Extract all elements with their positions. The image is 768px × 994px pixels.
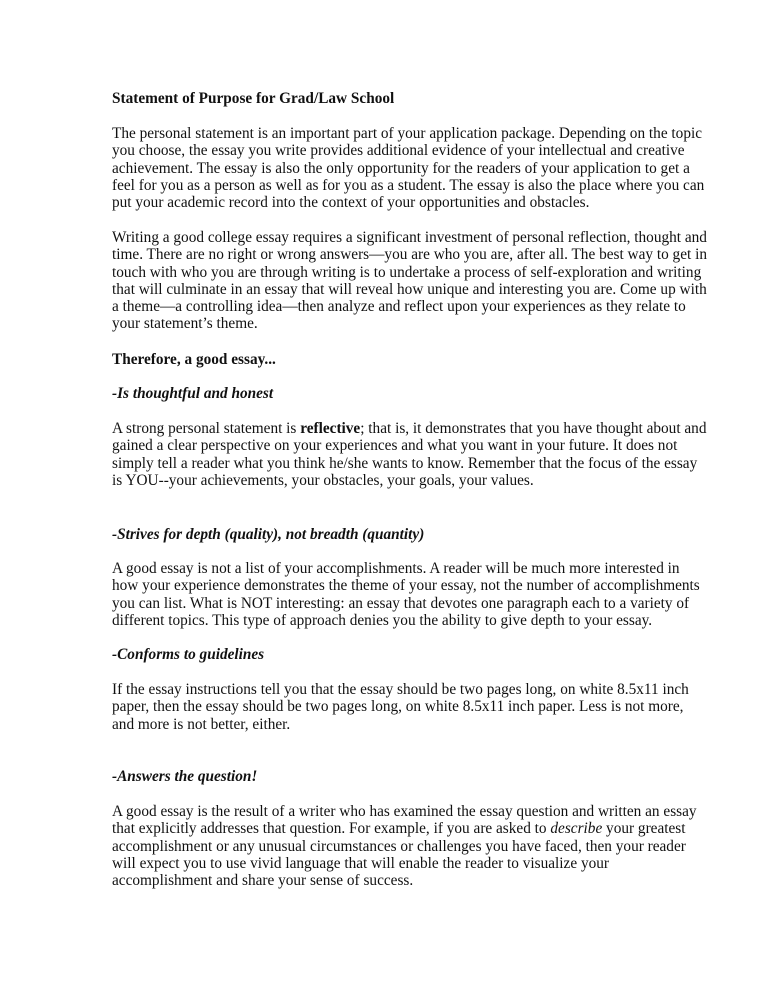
section-body-depth xyxy=(112,560,700,629)
intro-paragraph xyxy=(112,125,704,211)
text-line: gained a clear perspective on your experiences and what you want in your future. It does not xyxy=(112,437,678,455)
therefore-heading: Therefore, a good essay... xyxy=(112,351,276,368)
text-line: put your academic record into the context of your opportunities and obstacles. xyxy=(112,194,590,212)
section-heading-depth: -Strives for depth (quality), not breadth (quantity) xyxy=(112,526,425,543)
text-line: Writing a good college essay requires a significant investment of personal reflection, thought and xyxy=(112,229,707,246)
section-heading-answers: -Answers the question! xyxy=(112,768,258,785)
section-body-answers xyxy=(112,803,697,889)
text-segment: A strong personal statement is xyxy=(112,420,301,437)
text-line: The personal statement is an important part of your application package. Depending on the topic xyxy=(112,125,703,142)
text-line xyxy=(112,420,706,437)
section-heading-guidelines: -Conforms to guidelines xyxy=(112,646,265,663)
text-line: achievement. The essay is also the only opportunity for the readers of your application to get a xyxy=(112,159,690,177)
text-line: time. There are no right or wrong answers—you are who you are, after all. The best way to get in xyxy=(112,246,707,264)
text-line: accomplishment or any unusual circumstances or challenges you have faced, then your reader xyxy=(112,837,686,855)
text-line: simply tell a reader what you think he/she wants to know. Remember that the focus of the essay xyxy=(112,454,698,472)
bold-text: reflective xyxy=(300,420,361,437)
text-line xyxy=(112,820,697,837)
text-line: that will culminate in an essay that will reveal how unique and interesting you are. Come up with xyxy=(112,280,707,298)
document-title: Statement of Purpose for Grad/Law School xyxy=(112,90,395,107)
text-line: you choose, the essay you write provides additional evidence of your intellectual and creative xyxy=(112,142,685,160)
text-segment: that explicitly addresses that question. For example, if you are asked to xyxy=(112,820,551,838)
text-line: you can list. What is NOT interesting: an essay that devotes one paragraph each to a variety of xyxy=(112,594,690,612)
text-line: If the essay instructions tell you that the essay should be two pages long, on white 8.5x11 inch xyxy=(112,681,689,698)
text-line: your statement’s theme. xyxy=(112,315,258,333)
text-line: A good essay is not a list of your accomplishments. A reader will be much more interested in xyxy=(112,560,680,577)
text-line: and more is not better, either. xyxy=(112,715,291,733)
text-segment: your greatest xyxy=(602,820,686,838)
section-body-thoughtful xyxy=(112,420,706,489)
text-line: different topics. This type of approach denies you the ability to give depth to your essay. xyxy=(112,611,653,629)
text-line: how your experience demonstrates the theme of your essay, not the number of accomplishments xyxy=(112,577,700,595)
section-body-guidelines xyxy=(112,681,689,733)
text-segment: ; that is, it demonstrates that you have thought about and xyxy=(360,420,707,437)
text-line: is YOU--your achievements, your obstacles, your goals, your values. xyxy=(112,471,534,489)
text-line: will expect you to use vivid language that will enable the reader to visualize your xyxy=(112,854,609,872)
italic-text: describe xyxy=(550,820,603,838)
text-line: a theme—a controlling idea—then analyze and reflect upon your experiences as they relate to xyxy=(112,298,686,316)
text-line: feel for you as a person as well as for you as a student. The essay is also the place where you can xyxy=(112,176,705,194)
text-line: paper, then the essay should be two pages long, on white 8.5x11 inch paper. Less is not more, xyxy=(112,698,684,716)
text-line: A good essay is the result of a writer who has examined the essay question and written an essay xyxy=(112,803,697,820)
text-line: touch with who you are through writing is to undertake a process of self-exploration and writing xyxy=(112,263,702,281)
writing-paragraph xyxy=(112,229,707,333)
text-line: accomplishment and share your sense of success. xyxy=(112,872,414,890)
section-heading-thoughtful: -Is thoughtful and honest xyxy=(112,385,274,402)
